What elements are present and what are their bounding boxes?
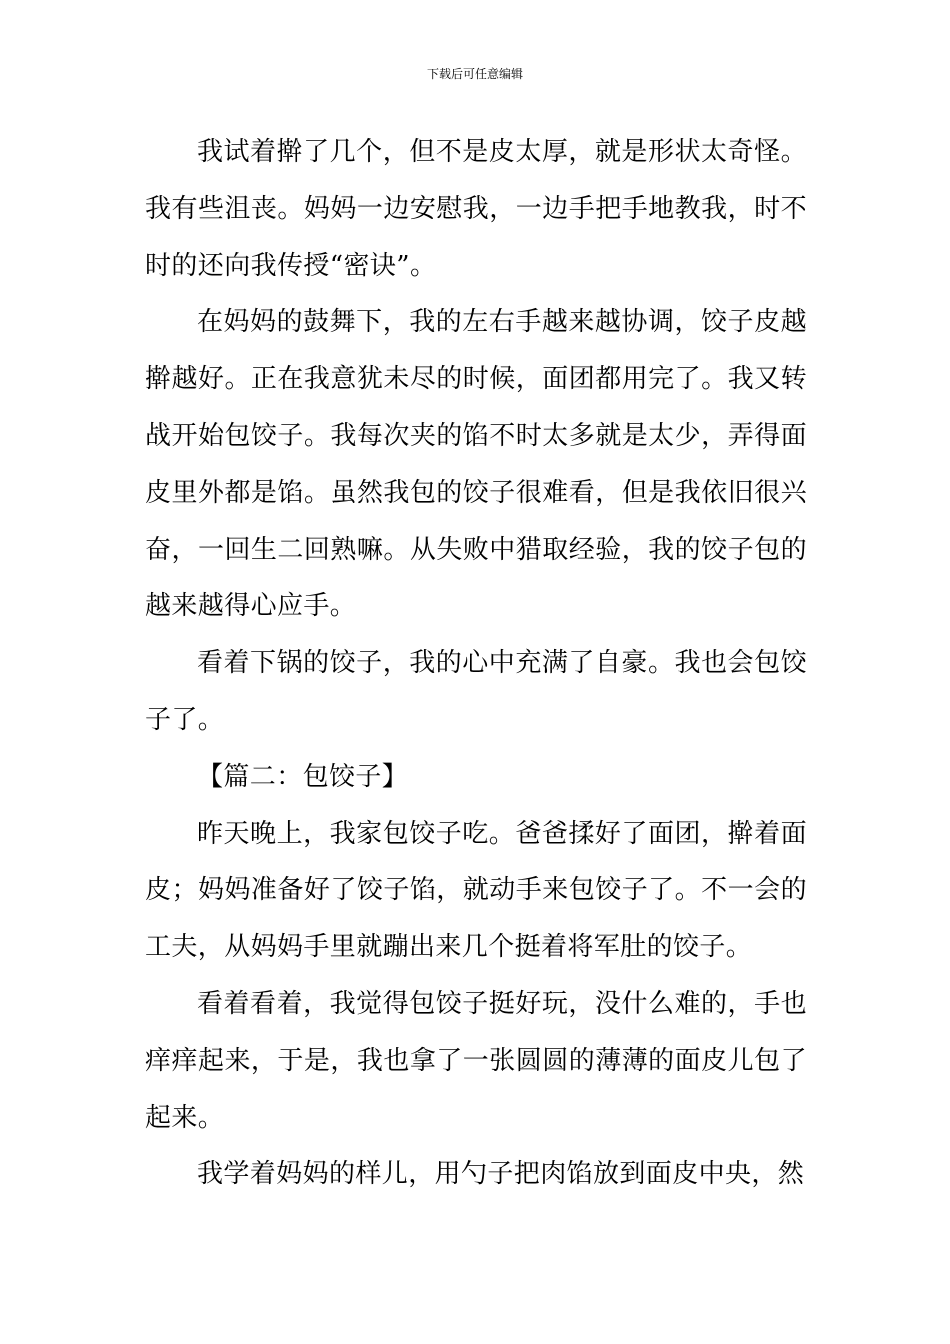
paragraph-2: 在妈妈的鼓舞下，我的左右手越来越协调，饺子皮越擀越好。正在我意犹未尽的时候，面团都用完了。我又转战开始包饺子。我每次夹的馅不时太多就是太少，弄得面皮里外都是馅。虽然我包的饺子很难看，但是我依旧很兴奋，一回生二回熟嘛。从失败中猎取经验，我的饺子包的越来越得心应手。 — [145, 307, 807, 622]
page-header: 下载后可任意编辑 — [426, 67, 523, 81]
paragraph-4: 昨天晚上，我家包饺子吃。爸爸揉好了面团，擀着面皮；妈妈准备好了饺子馅，就动手来包饺子了。不一会的工夫，从妈妈手里就蹦出来几个挺着将军肚的饺子。 — [145, 818, 807, 963]
paragraph-1: 我试着擀了几个，但不是皮太厚，就是形状太奇怪。我有些沮丧。妈妈一边安慰我，一边手把手地教我，时不时的还向我传授“密诀”。 — [145, 137, 807, 281]
document-body — [145, 124, 807, 1203]
paragraph-3: 看着下锅的饺子，我的心中充满了自豪。我也会包饺子了。 — [145, 648, 807, 735]
paragraph-5: 看着看着，我觉得包饺子挺好玩，没什么难的，手也痒痒起来，于是，我也拿了一张圆圆的薄薄的面皮儿包了起来。 — [145, 988, 807, 1133]
section-heading: 【篇二：包饺子】 — [197, 761, 409, 792]
paragraph-6: 我学着妈妈的样儿，用勺子把肉馅放到面皮中央，然 — [197, 1159, 805, 1190]
